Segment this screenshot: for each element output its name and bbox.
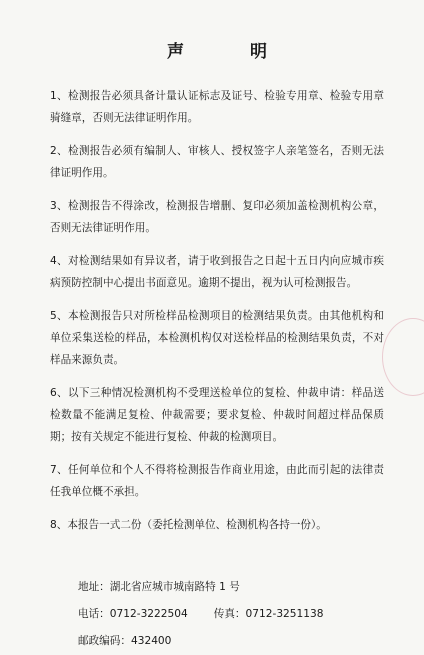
statement-item-1: 1、检测报告必须具备计量认证标志及证号、检验专用章、检验专用章骑缝章，否则无法律证明作用。 <box>50 90 384 124</box>
postcode-value: 432400 <box>130 635 172 647</box>
phone-fax-row <box>78 601 384 628</box>
phone-value: 0712-3222504 <box>109 608 188 620</box>
statement-item-3: 3、检测报告不得涂改，检测报告增删、复印必须加盖检测机构公章，否则无法律证明作用。 <box>50 200 384 234</box>
statement-item-6: 6、以下三种情况检测机构不受理送检单位的复检、仲裁申请：样品送检数量不能满足复检、仲裁需要；要求复检、仲裁时间超过样品保质期；按有关规定不能进行复检、仲裁的检测项目。 <box>50 387 384 443</box>
fax-value: 0712-3251138 <box>245 608 324 620</box>
address-value: 湖北省应城市城南路特 1 号 <box>109 581 240 593</box>
statement-item-4: 4、对检测结果如有异议者，请于收到报告之日起十五日内向应城市疾病预防控制中心提出书面意见。逾期不提出，视为认可检测报告。 <box>50 255 384 289</box>
statement-item-8: 8、本报告一式二份（委托检测单位、检测机构各持一份）。 <box>50 519 327 531</box>
address-row <box>78 574 384 601</box>
fax-label: 传真： <box>213 608 246 620</box>
statement-item-7: 7、任何单位和个人不得将检测报告作商业用途，由此而引起的法律责任我单位概不承担。 <box>50 464 384 498</box>
contact-info <box>50 574 384 655</box>
phone-label: 电话： <box>78 608 110 620</box>
address-label: 地址： <box>78 581 110 593</box>
statement-item-2: 2、检测报告必须有编制人、审核人、授权签字人亲笔签名，否则无法律证明作用。 <box>50 145 384 179</box>
postcode-label: 邮政编码： <box>78 635 131 647</box>
statement-item-5: 5、本检测报告只对所检样品检测项目的检测结果负责。由其他机构和单位采集送检的样品，本检测机构仅对送检样品的检测结果负责，不对样品来源负责。 <box>50 310 384 366</box>
page-title: 声 明 <box>167 42 297 62</box>
postcode-row <box>78 628 384 655</box>
statement-list <box>50 85 384 536</box>
